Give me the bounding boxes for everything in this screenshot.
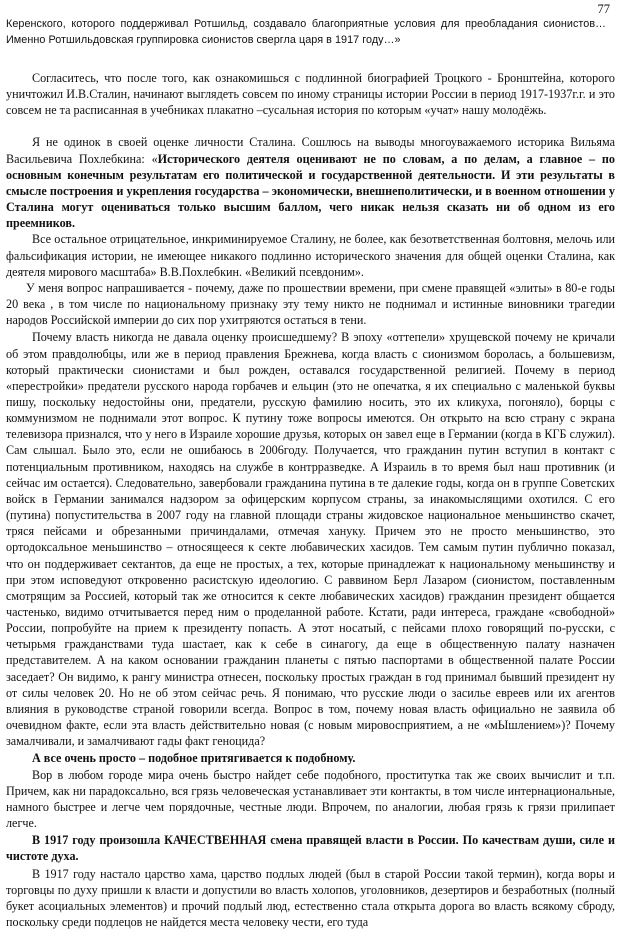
paragraph-1917-change: [6, 832, 615, 864]
intro-quote: Керенского, которого поддерживал Ротшильд, создавало благоприятные условия для преобладания сионистов… Именно Ротшильдовская группировка сионистов свергла царя в 1917 году…»: [6, 16, 606, 48]
paragraph-pokhlebkin-intro: Я не одинок в своей оценке личности Сталина. Сошлюсь на выводы многоуважаемого историка Вильяма Васильевича Похлебкина: «: [6, 135, 615, 165]
page-number: 77: [598, 2, 611, 16]
paragraph-pokhlebkin: [6, 134, 615, 231]
like-attracts-like-bold: А все очень просто – подобное притягивается к подобному.: [32, 751, 355, 765]
paragraph-why-power-silent: Почему власть никогда не давала оценку происшедшему? В эпоху «оттепели» хрущевской почему не кричали об этом правдолюбцы, или же в период правления Брежнева, когда власть с сионизмом боролась, а большевизм, который практически сионистами и был рожден, оставался государственной религией. Почему в период «перестройки» предатели русского народа горбачев и ельцин (это не опечатка, я их специально с маленькой буквы пишу, поскольку недостойны они, предатели, русскую фамилию носить, это их кликуха, погоняло), борцы с коммунизмом не поднимали этот вопрос. К путину тоже вопросы имеются. Он открыто на всю страну с экрана телевизора признался, что у него в Израиле хорошие друзья, которых он завел еще в Германии (когда в КГБ служил). Сам слышал. Было это, если не ошибаюсь в 2006году. Получается, что гражданин путин вступил в контакт с потенциальным противником, находясь на службе в контрразведке. А Израиль в то время был наш противник (и сейчас им остается). Следовательно, завербовали гражданина путина в те далекие годы, когда он в группе Советских войск в Германии занимался надзором за офицерским корпусом страны, за инакомыслящими охотился. С его (путина) попустительства в 2007 году на главной площади страны жидовское национальное меньшинство скачет, тряся пейсами и обрезанными причиндалами, отмечая хануку. Причем это не просто меньшинство, это ортодоксальное меньшинство – относящееся к секте любавических хасидов. Тем самым путин публично показал, что он поддерживает сектантов, да еще не простых, а тех, которые принадлежат к национальному меньшинству и при этом исповедуют откровенно расистскую идеологию. С раввином Берл Лазаром (сионистом, поставленным смотрящим за Россией, который так же относится к секте любавических хасидов) гражданин президент общается частенько, видимо отчитывается перед ним о проделанной работе. Кстати, ради интереса, граждане «свободной» России, попробуйте на прием к президенту попасть. А этот носатый, с пейсами плохо говорящий по-русски, с четырьмя гражданствами туда шастает, как к себе в синагогу, да еще в общественную палату назначен представителем. А на каком основании гражданин планеты с пятью паспортами в общественной палате России заседает? Он видимо, к рангу министра отнесен, поскольку простых граждан в год принимал бывший президент ну от силы человек 20. Но не об этом сейчас речь. Я понимаю, что русские люди о засилье евреев или их агентов влияния в руководстве страной говорили всегда. Вопрос в том, почему новая власть официально не заявила об очевидном факте, если эта власть действительно новая (с новым мировосприятием, а не «мЫшлением»)? Почему замалчивали, и замалчивают гады факт геноцида?: [6, 329, 615, 749]
1917-change-bold: В 1917 году произошла КАЧЕСТВЕННАЯ смена правящей власти в России. По качествам души, силе и чистоте духа.: [6, 833, 615, 863]
paragraph-thief: Вор в любом городе мира очень быстро найдет себе подобного, проститутка так же своих вычислит и т.п. Причем, как ни парадоксально, вся грязь человеческая устанавливает эти контакты, в том числе интернациональные, намного быстрее и легче чем порядочные, честные люди. Впрочем, по аналогии, любая грязь к грязи прилипает легче.: [6, 767, 615, 832]
paragraph-negative-assessment: Все остальное отрицательное, инкриминируемое Сталину, не более, как безответственная болтовня, мелочь или фальсификация истории, не имеющее никакого подлинно исторического значения для общей оценки Сталина, как деятеля мирового масштаба» В.В.Похлебкин. «Великий псевдоним».: [6, 231, 615, 279]
pokhlebkin-quote: Исторического деятеля оценивают не по словам, а по делам, а главное – по основным конечным результатам его политической и государственной деятельности. И эти результаты в смысле построения и укрепления государства – экономически, внешнеполитически, и в военном отношении у Сталина могут оцениваться только высшим баллом, чего никак нельзя сказать ни об одном из его преемников.: [6, 152, 615, 231]
paragraph-like-attracts-like: [6, 750, 615, 766]
paragraph-question: У меня вопрос напрашивается - почему, даже по прошествии времени, при смене правящей «элиты» в 80-е годы 20 века , в том числе по национальному признаку эту тему никто не поднимал и истинные виновники трагедии народов Российской империи до сих пор ухитряются остаться в тени.: [6, 280, 615, 328]
paragraph-1917-kingdom: В 1917 году настало царство хама, царство подлых людей (был в старой России такой термин), когда воры и торговцы по духу пришли к власти и допустили во власть холопов, уголовников, дезертиров и безработных (полный букет асоциальных элементов) и прочий подлый люд, естественно стала открыта дорога во власть всякому сброду, поскольку среди подлецов не найдется места человеку чести, его туда: [6, 866, 615, 930]
body-text: [6, 70, 615, 930]
paragraph-trotsky: Согласитесь, что после того, как ознакомишься с подлинной биографией Троцкого - Бронштейна, которого уничтожил И.В.Сталин, начинают выглядеть совсем по иному страницы истории России в период 1917-1937г.г. и это совсем не та расписанная в учебниках плакатно –сусальная история по которым «учат» нашу молодёжь.: [6, 70, 615, 118]
